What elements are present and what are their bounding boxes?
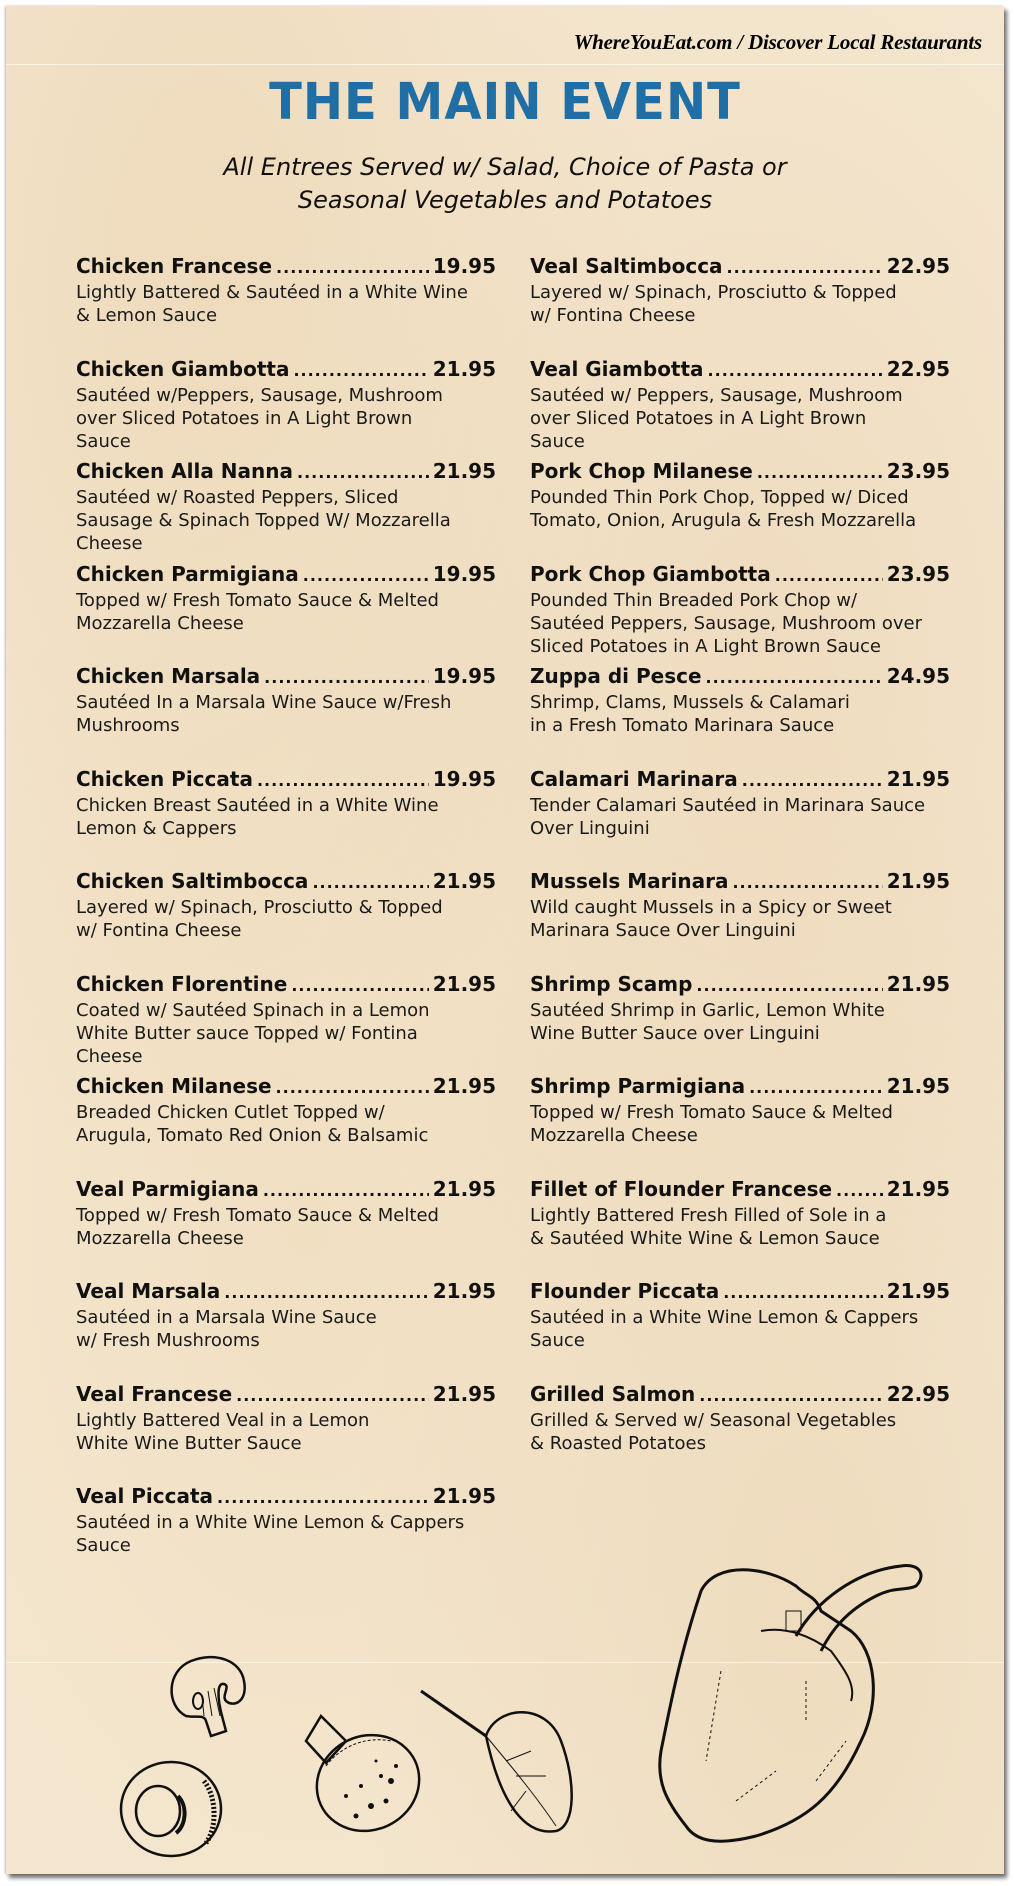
description-line: over Sliced Potatoes in A Light Brown (76, 408, 413, 429)
menu-item-description (530, 486, 950, 532)
menu-item-header (530, 459, 950, 485)
menu-item-header (530, 972, 950, 998)
description-line: Sautéed Shrimp in Garlic, Lemon White (530, 1000, 885, 1021)
menu-item-description (530, 896, 950, 942)
dot-leader (276, 256, 429, 280)
menu-item-name: Shrimp Parmigiana (530, 1074, 746, 1098)
description-line: Pounded Thin Pork Chop, Topped w/ Diced (530, 487, 909, 508)
menu-item-name: Mussels Marinara (530, 869, 729, 893)
menu-item-header (530, 357, 950, 383)
menu-item-description (76, 999, 496, 1068)
menu-page (6, 6, 1004, 1874)
description-line: Sautéed w/Peppers, Sausage, Mushroom (76, 385, 443, 406)
description-line: Cheese (76, 533, 143, 554)
menu-item-price: 24.95 (886, 664, 950, 688)
menu-item-description (76, 1511, 496, 1557)
menu-item-header (76, 357, 496, 383)
subtitle-line-2: Seasonal Vegetables and Potatoes (297, 186, 713, 214)
menu-item-description (76, 589, 496, 635)
dot-leader (217, 1486, 429, 1510)
description-line: Tomato, Onion, Arugula & Fresh Mozzarella (530, 510, 917, 531)
menu-item-name: Veal Marsala (76, 1279, 221, 1303)
menu-item-price: 21.95 (432, 459, 496, 483)
menu-item-price: 23.95 (886, 459, 950, 483)
description-line: Marinara Sauce Over Linguini (530, 920, 796, 941)
menu-item-header (530, 1074, 950, 1100)
menu-item (76, 1074, 496, 1147)
menu-item (530, 357, 950, 453)
description-line: Topped w/ Fresh Tomato Sauce & Melted (76, 1205, 439, 1226)
description-line: Mozzarella Cheese (530, 1125, 698, 1146)
menu-item (530, 869, 950, 942)
description-line: Wine Butter Sauce over Linguini (530, 1023, 820, 1044)
description-line: Lightly Battered Fresh Filled of Sole in a (530, 1205, 887, 1226)
menu-item (530, 767, 950, 840)
dot-leader (749, 1076, 883, 1100)
menu-item (530, 1177, 950, 1250)
menu-item-price: 21.95 (432, 357, 496, 381)
menu-item-header (76, 1382, 496, 1408)
fold-line (6, 64, 1004, 65)
dot-leader (757, 461, 883, 485)
menu-item-price: 19.95 (432, 664, 496, 688)
menu-item-header (76, 664, 496, 690)
menu-item (530, 562, 950, 658)
menu-item-name: Veal Francese (76, 1382, 233, 1406)
menu-item (76, 1382, 496, 1455)
dot-leader (732, 871, 882, 895)
description-line: Sauce (530, 1330, 585, 1351)
menu-item (530, 664, 950, 737)
menu-item-name: Chicken Parmigiana (76, 562, 299, 586)
menu-item-name: Fillet of Flounder Francese (530, 1177, 833, 1201)
description-line: Layered w/ Spinach, Prosciutto & Topped (76, 897, 443, 918)
menu-item (530, 972, 950, 1045)
description-line: White Wine Butter Sauce (76, 1433, 302, 1454)
dot-leader (224, 1281, 428, 1305)
site-watermark: WhereYouEat.com / Discover Local Restaurants (573, 30, 982, 54)
menu-item-price: 21.95 (432, 869, 496, 893)
menu-item-price: 22.95 (886, 254, 950, 278)
bell-pepper-icon (646, 1551, 966, 1851)
description-line: & Roasted Potatoes (530, 1433, 706, 1454)
menu-item (530, 1279, 950, 1352)
description-line: Topped w/ Fresh Tomato Sauce & Melted (76, 590, 439, 611)
mushroom-slice-icon (156, 1646, 266, 1756)
menu-item-header (76, 562, 496, 588)
menu-item-name: Veal Saltimbocca (530, 254, 723, 278)
menu-item-name: Chicken Piccata (76, 767, 253, 791)
menu-item-description (76, 281, 496, 327)
menu-item (76, 869, 496, 942)
menu-item-header (530, 1279, 950, 1305)
mushroom-cap-icon (296, 1711, 426, 1836)
menu-item-description (530, 589, 950, 658)
dot-leader (257, 769, 429, 793)
menu-item-description (76, 896, 496, 942)
menu-item-description (530, 1204, 950, 1250)
menu-item-description (76, 1306, 496, 1352)
menu-item-header (76, 1074, 496, 1100)
description-line: Grilled & Served w/ Seasonal Vegetables (530, 1410, 897, 1431)
menu-item-header (76, 869, 496, 895)
menu-item (76, 1177, 496, 1250)
description-line: Layered w/ Spinach, Prosciutto & Topped (530, 282, 897, 303)
menu-item-description (76, 1101, 496, 1147)
description-line: over Sliced Potatoes in A Light Brown (530, 408, 867, 429)
description-line: Sautéed in a White Wine Lemon & Cappers (530, 1307, 919, 1328)
description-line: White Butter sauce Topped w/ Fontina (76, 1023, 418, 1044)
description-line: w/ Fontina Cheese (530, 305, 696, 326)
menu-item-description (530, 1101, 950, 1147)
menu-item-header (530, 254, 950, 280)
dot-leader (236, 1384, 429, 1408)
description-line: Arugula, Tomato Red Onion & Balsamic (76, 1125, 429, 1146)
description-line: & Lemon Sauce (76, 305, 218, 326)
menu-item-name: Chicken Francese (76, 254, 273, 278)
dot-leader (723, 1281, 883, 1305)
dot-leader (312, 871, 428, 895)
menu-item-name: Chicken Alla Nanna (76, 459, 294, 483)
menu-item-description (530, 1409, 950, 1455)
menu-item-price: 21.95 (432, 1382, 496, 1406)
menu-item-description (76, 1204, 496, 1250)
menu-item (76, 562, 496, 635)
menu-item-price: 19.95 (432, 562, 496, 586)
description-line: Over Linguini (530, 818, 650, 839)
dot-leader (836, 1179, 883, 1203)
menu-item-header (76, 254, 496, 280)
description-line: Coated w/ Sautéed Spinach in a Lemon (76, 1000, 430, 1021)
menu-item-header (76, 1279, 496, 1305)
menu-item-price: 21.95 (886, 972, 950, 996)
menu-item-price: 21.95 (886, 1279, 950, 1303)
menu-item-description (530, 691, 950, 737)
menu-item-header (530, 1382, 950, 1408)
dot-leader (303, 564, 429, 588)
dot-leader (699, 1384, 882, 1408)
menu-item-description (76, 486, 496, 555)
menu-item-description (76, 794, 496, 840)
menu-item (76, 664, 496, 737)
description-line: Wild caught Mussels in a Spicy or Sweet (530, 897, 892, 918)
description-line: Sautéed Peppers, Sausage, Mushroom over (530, 613, 923, 634)
menu-item-price: 21.95 (432, 972, 496, 996)
description-line: Sliced Potatoes in A Light Brown Sauce (530, 636, 881, 657)
dot-leader (291, 974, 428, 998)
menu-item (76, 972, 496, 1068)
menu-item-price: 21.95 (886, 869, 950, 893)
description-line: Cheese (76, 1046, 143, 1067)
menu-item-name: Flounder Piccata (530, 1279, 720, 1303)
description-line: Sauce (76, 1535, 131, 1556)
menu-item-name: Chicken Florentine (76, 972, 288, 996)
menu-item-name: Chicken Milanese (76, 1074, 272, 1098)
dot-leader (263, 1179, 429, 1203)
menu-item-header (76, 767, 496, 793)
menu-item-name: Calamari Marinara (530, 767, 738, 791)
dot-leader (706, 666, 883, 690)
menu-item-header (530, 664, 950, 690)
menu-item-name: Veal Parmigiana (76, 1177, 259, 1201)
dot-leader (775, 564, 883, 588)
description-line: Pounded Thin Breaded Pork Chop w/ (530, 590, 858, 611)
dot-leader (708, 359, 883, 383)
menu-item-name: Zuppa di Pesce (530, 664, 702, 688)
menu-item (76, 357, 496, 453)
menu-item-price: 21.95 (432, 1177, 496, 1201)
menu-item-description (530, 794, 950, 840)
menu-item (76, 1484, 496, 1557)
menu-item-name: Grilled Salmon (530, 1382, 696, 1406)
description-line: Sautéed In a Marsala Wine Sauce w/Fresh (76, 692, 452, 713)
menu-item-description (76, 384, 496, 453)
dot-leader (696, 974, 882, 998)
menu-item-name: Pork Chop Milanese (530, 459, 753, 483)
mushroom-whole-icon (116, 1751, 231, 1861)
menu-item-header (530, 869, 950, 895)
menu-item-header (76, 1177, 496, 1203)
menu-item-header (76, 972, 496, 998)
description-line: Sauce (76, 431, 131, 452)
description-line: Mushrooms (76, 715, 180, 736)
dot-leader (264, 666, 429, 690)
menu-item-header (76, 459, 496, 485)
menu-item-description (76, 691, 496, 737)
dot-leader (742, 769, 883, 793)
menu-item-price: 21.95 (886, 1074, 950, 1098)
description-line: Mozzarella Cheese (76, 613, 244, 634)
dot-leader (727, 256, 883, 280)
menu-item-name: Shrimp Scamp (530, 972, 693, 996)
description-line: Lightly Battered Veal in a Lemon (76, 1410, 370, 1431)
menu-item (530, 1382, 950, 1455)
menu-item-name: Veal Giambotta (530, 357, 704, 381)
menu-item-name: Chicken Saltimbocca (76, 869, 309, 893)
menu-item-price: 22.95 (886, 357, 950, 381)
menu-item-header (530, 1177, 950, 1203)
menu-item-name: Pork Chop Giambotta (530, 562, 771, 586)
dot-leader (297, 461, 429, 485)
menu-item-price: 19.95 (432, 767, 496, 791)
menu-item (530, 459, 950, 532)
menu-item-price: 21.95 (886, 1177, 950, 1201)
menu-item-description (530, 281, 950, 327)
menu-item-price: 21.95 (886, 767, 950, 791)
description-line: Sautéed w/ Roasted Peppers, Sliced (76, 487, 399, 508)
menu-item-header (76, 1484, 496, 1510)
description-line: Tender Calamari Sautéed in Marinara Sauce (530, 795, 926, 816)
subtitle-line-1: All Entrees Served w/ Salad, Choice of Pasta or (223, 153, 787, 181)
menu-item (76, 459, 496, 555)
description-line: Topped w/ Fresh Tomato Sauce & Melted (530, 1102, 893, 1123)
description-line: w/ Fresh Mushrooms (76, 1330, 260, 1351)
description-line: Shrimp, Clams, Mussels & Calamari (530, 692, 850, 713)
description-line: Sautéed in a White Wine Lemon & Cappers (76, 1512, 465, 1533)
page-subtitle (6, 151, 1004, 217)
description-line: Sautéed w/ Peppers, Sausage, Mushroom (530, 385, 903, 406)
description-line: Breaded Chicken Cutlet Topped w/ (76, 1102, 385, 1123)
menu-item-description (530, 1306, 950, 1352)
menu-item (530, 254, 950, 327)
menu-item-price: 21.95 (432, 1279, 496, 1303)
menu-item-description (76, 1409, 496, 1455)
menu-item-name: Chicken Marsala (76, 664, 261, 688)
menu-item (76, 1279, 496, 1352)
description-line: Chicken Breast Sautéed in a White Wine (76, 795, 439, 816)
menu-item-description (530, 384, 950, 453)
menu-item-price: 21.95 (432, 1074, 496, 1098)
menu-item-price: 21.95 (432, 1484, 496, 1508)
spinach-leaf-icon (416, 1686, 586, 1846)
description-line: w/ Fontina Cheese (76, 920, 242, 941)
description-line: & Sautéed White Wine & Lemon Sauce (530, 1228, 880, 1249)
description-line: Lemon & Cappers (76, 818, 237, 839)
menu-item-header (530, 562, 950, 588)
menu-item-price: 19.95 (432, 254, 496, 278)
description-line: Sauce (530, 431, 585, 452)
menu-item-description (530, 999, 950, 1045)
description-line: Mozzarella Cheese (76, 1228, 244, 1249)
description-line: Lightly Battered & Sautéed in a White Wine (76, 282, 468, 303)
menu-item-name: Chicken Giambotta (76, 357, 290, 381)
menu-item-price: 23.95 (886, 562, 950, 586)
menu-item (76, 767, 496, 840)
menu-item (76, 254, 496, 327)
dot-leader (293, 359, 428, 383)
menu-item-price: 22.95 (886, 1382, 950, 1406)
menu-item-name: Veal Piccata (76, 1484, 214, 1508)
description-line: in a Fresh Tomato Marinara Sauce (530, 715, 835, 736)
dot-leader (276, 1076, 429, 1100)
menu-item-header (530, 767, 950, 793)
menu-item (530, 1074, 950, 1147)
description-line: Sausage & Spinach Topped W/ Mozzarella (76, 510, 451, 531)
page-title: THE MAIN EVENT (269, 72, 741, 132)
description-line: Sautéed in a Marsala Wine Sauce (76, 1307, 377, 1328)
